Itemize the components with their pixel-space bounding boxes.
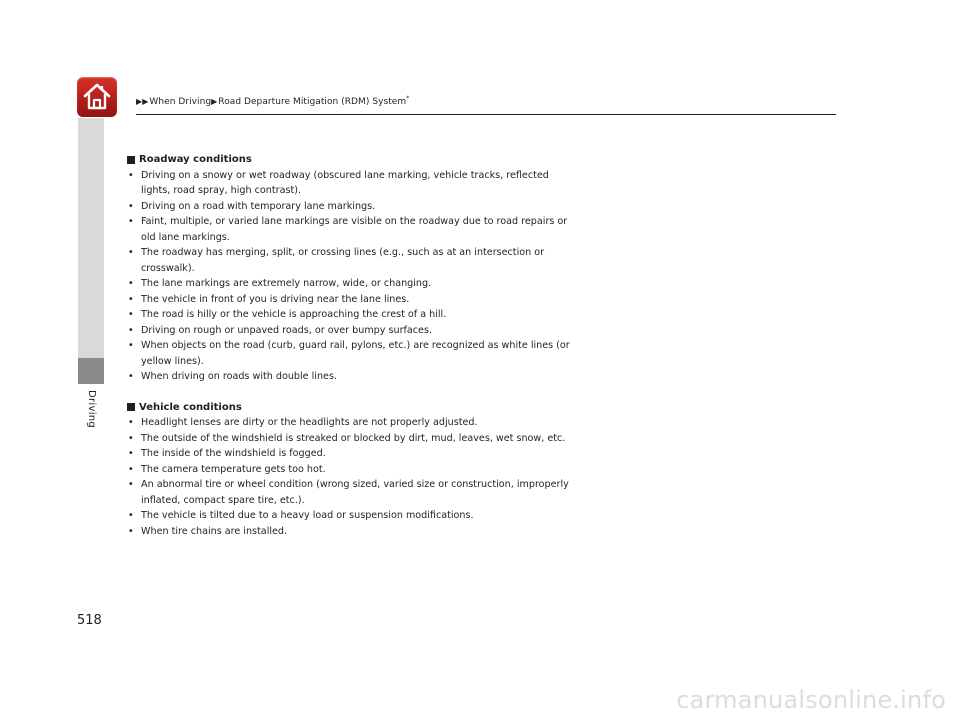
list-item: • The camera temperature gets too hot. [127,462,577,478]
chapter-label-text: Driving [86,390,97,429]
list-item: • When tire chains are installed. [127,524,577,540]
watermark: carmanualsonline.info [676,686,946,714]
bullet-list [127,168,577,385]
list-item: • Headlight lenses are dirty or the headlights are not properly adjusted. [127,415,577,431]
triangle-right-icon: ▶ [211,97,218,106]
black-square-icon [127,403,135,411]
section-heading [127,400,577,416]
chapter-label [84,390,98,440]
chapter-tab [78,118,104,358]
list-item: • Faint, multiple, or varied lane markings are visible on the roadway due to road repairs or old lane markings. [127,214,577,245]
list-item: • When driving on roads with double lines. [127,369,577,385]
black-square-icon [127,156,135,164]
section-heading-text: Roadway conditions [139,154,252,165]
section-vehicle-conditions [127,400,577,540]
list-item: • The road is hilly or the vehicle is approaching the crest of a hill. [127,307,577,323]
list-item: • When objects on the road (curb, guard rail, pylons, etc.) are recognized as white lines (or yellow lines). [127,338,577,369]
section-spacer [127,385,577,400]
page-number: 518 [77,613,102,628]
main-content [127,152,577,539]
section-heading-text: Vehicle conditions [139,401,242,413]
list-item: • The vehicle is tilted due to a heavy load or suspension modifications. [127,508,577,524]
home-button[interactable] [77,77,117,117]
list-item: • The lane markings are extremely narrow, wide, or changing. [127,276,577,292]
bullet-list [127,415,577,539]
home-icon [81,81,113,113]
breadcrumb-item-rdm-system[interactable]: Road Departure Mitigation (RDM) System [218,97,407,107]
list-item: • Driving on rough or unpaved roads, or over bumpy surfaces. [127,323,577,339]
list-item: • An abnormal tire or wheel condition (wrong sized, varied size or construction, improperly inflated, compact spare tire, etc.). [127,477,577,508]
list-item: • Driving on a road with temporary lane markings. [127,199,577,215]
triangle-right-icon: ▶▶ [136,97,149,106]
section-heading [127,152,577,168]
section-roadway-conditions [127,152,577,385]
list-item: • The roadway has merging, split, or crossing lines (e.g., such as at an intersection or crosswalk). [127,245,577,276]
list-item: • The vehicle in front of you is driving near the lane lines. [127,292,577,308]
footnote-marker: * [406,95,410,102]
breadcrumb [136,95,409,107]
list-item: • The inside of the windshield is fogged. [127,446,577,462]
breadcrumb-item-when-driving[interactable]: When Driving [149,97,212,107]
list-item: • The outside of the windshield is streaked or blocked by dirt, mud, leaves, wet snow, etc. [127,431,577,447]
list-item: • Driving on a snowy or wet roadway (obscured lane marking, vehicle tracks, reflected lights, road spray, high contrast). [127,168,577,199]
chapter-tab-marker[interactable] [78,358,104,384]
header-divider [136,114,836,115]
